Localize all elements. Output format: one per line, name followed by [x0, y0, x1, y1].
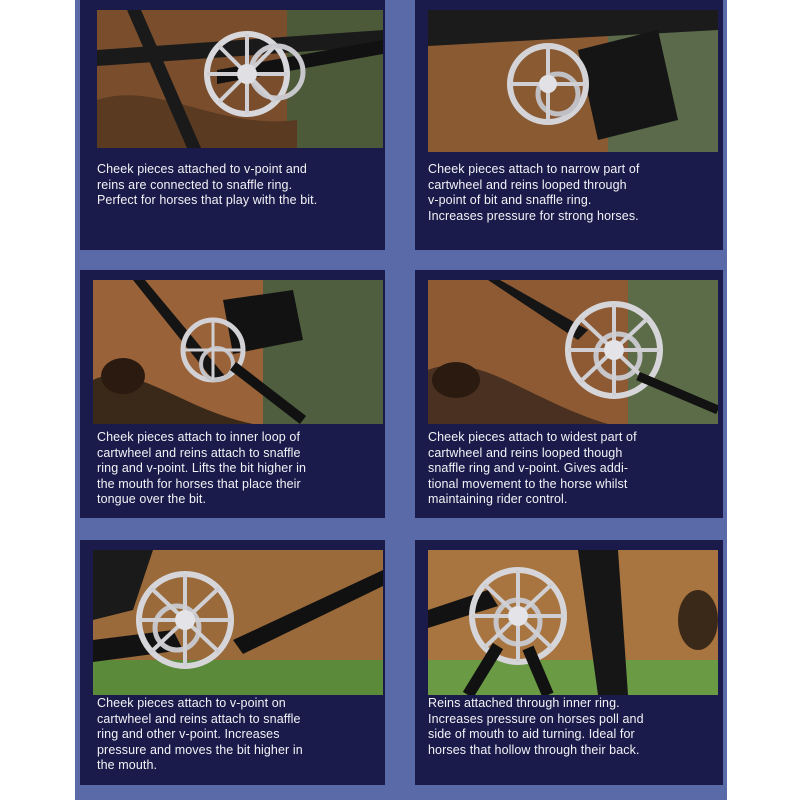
caption-line: Increases pressure for strong horses. — [428, 208, 639, 223]
caption-line: maintaining rider control. — [428, 492, 568, 507]
caption-line: tongue over the bit. — [97, 492, 207, 507]
caption-line: side of mouth to aid turning. Ideal for — [428, 727, 635, 742]
bit-photo-2 — [428, 10, 718, 152]
caption-line: horses that hollow through their back. — [428, 742, 640, 757]
caption-line: snaffle ring and v-point. Gives addi- — [428, 461, 629, 476]
bit-photo-1 — [97, 10, 383, 148]
panel-6-caption — [428, 696, 644, 758]
bit-photo-4 — [428, 280, 718, 424]
caption-line: the mouth for horses that place their — [97, 476, 301, 491]
caption-line: Cheek pieces attached to v-point and — [97, 162, 307, 176]
bit-photo-5 — [93, 550, 383, 695]
panel-5-caption — [97, 696, 303, 774]
bit-panel-3 — [80, 270, 385, 518]
caption-line: cartwheel and reins looped through — [428, 177, 627, 192]
caption-line: cartwheel and reins attach to snaffle — [97, 445, 301, 460]
panel-3-caption — [97, 430, 306, 508]
caption-line: Cheek pieces attach to narrow part of — [428, 162, 640, 176]
caption-line: ring and other v-point. Increases — [97, 727, 280, 742]
caption-line: the mouth. — [97, 758, 158, 773]
caption-line: Cheek pieces attach to widest part of — [428, 430, 637, 444]
caption-line: v-point of bit and snaffle ring. — [428, 193, 592, 208]
caption-line: ring and v-point. Lifts the bit higher in — [97, 461, 307, 476]
caption-line: Cheek pieces attach to inner loop of — [97, 430, 301, 444]
bit-panel-5 — [80, 540, 385, 785]
bit-photo-6 — [428, 550, 718, 695]
bit-panel-4 — [415, 270, 723, 518]
caption-line: cartwheel and reins attach to snaffle — [97, 711, 301, 726]
caption-line: tional movement to the horse whilst — [428, 476, 628, 491]
panel-1-caption — [97, 162, 317, 209]
panel-4-caption — [428, 430, 637, 508]
panel-2-caption — [428, 162, 639, 224]
caption-line: Reins attached through inner ring. — [428, 696, 620, 710]
bit-panel-6 — [415, 540, 723, 785]
caption-line: Cheek pieces attach to v-point on — [97, 696, 286, 710]
caption-line: Increases pressure on horses poll and — [428, 711, 644, 726]
caption-line: reins are connected to snaffle ring. — [97, 177, 293, 192]
bit-photo-3 — [93, 280, 383, 424]
brochure-page — [75, 0, 727, 800]
caption-line: cartwheel and reins looped though — [428, 445, 623, 460]
caption-line: Perfect for horses that play with the bit. — [97, 193, 318, 208]
bit-panel-1 — [80, 0, 385, 250]
caption-line: pressure and moves the bit higher in — [97, 742, 303, 757]
bit-panel-2 — [415, 0, 723, 250]
